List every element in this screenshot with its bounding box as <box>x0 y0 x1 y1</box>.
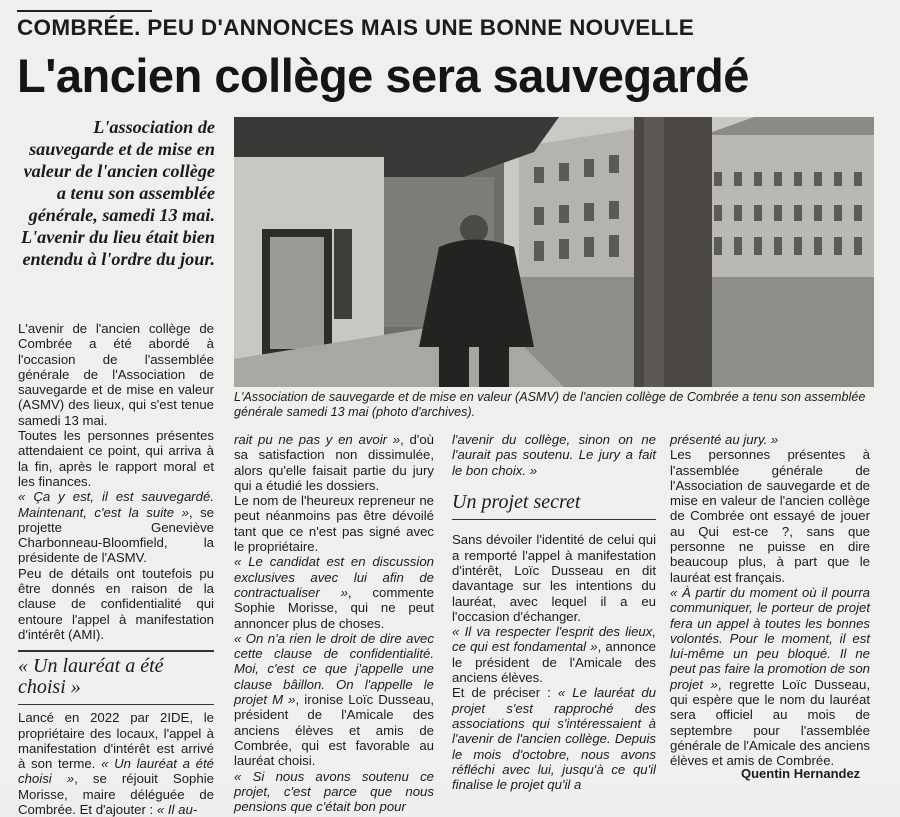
quote: « Il va respecter l'esprit des lieux, ce qui est fondamental » <box>452 624 656 655</box>
paragraph-text: , d'où sa satisfaction non dissimulée, alors qu'elle faisait partie du jury qui a étudié les dossiers. <box>234 432 434 493</box>
quote: « Un lauréat a été choisi » <box>18 756 214 787</box>
paragraph: Toutes les personnes présentes attendaient ce point, qui arriva à la fin, après le rapport moral et les finances. <box>18 428 214 489</box>
paragraph-text: Et de préciser : <box>452 685 551 701</box>
column-2 <box>234 432 434 814</box>
column-3 <box>452 432 656 792</box>
column-1 <box>18 321 214 817</box>
quote: « On n'a rien le droit de dire avec cette clause de confidentialité. Moi, c'est ce que j'appelle une clause bâillon. On l'appelle le projet M » <box>234 630 434 708</box>
paragraph-text: , se réjouit Sophie Morisse, maire déléguée de Combrée. Et d'ajouter : <box>18 771 214 817</box>
paragraph <box>670 432 870 447</box>
quote: « Ça y est, il est sauvegardé. Maintenant, c'est la suite » <box>18 489 214 520</box>
subheading: Un projet secret <box>452 490 581 513</box>
top-rule <box>17 10 152 12</box>
quote: « Le candidat est en discussion exclusives avec lui afin de contractualiser » <box>234 554 434 600</box>
paragraph: L'avenir de l'ancien collège de Combrée a été abordé à l'occasion de l'assemblée générale de l'Association de sauvegarde et de mise en valeur (ASMV) des lieux, qui s'est tenue samedi 13 mai. <box>18 321 214 428</box>
standfirst: L'association de sauvegarde et de mise en valeur de l'ancien collège a tenu son assemblée générale, samedi 13 mai. L'avenir du lieu était bien entendu à l'ordre du jour. <box>21 117 215 269</box>
paragraph-text: , ironise Loïc Dusseau, président de l'Amicale des anciens élèves et amis de Combrée, qui est favorable au lauréat choisi. <box>234 692 434 769</box>
byline: Quentin Hernandez <box>741 766 861 781</box>
quote: l'avenir du collège, sinon on ne l'aurait pas soutenu. Le jury a fait le bon choix. » <box>452 432 656 478</box>
quote: « Le lauréat du projet s'est rapproché des associations qui s'intéressaient à l'avenir de l'ancien collège. Depuis le mois d'octobre, nous avons réfléchi avec lui, jusqu'à ce qu'il finalise le projet qu'il a <box>452 685 656 793</box>
quote: « Il au- <box>156 802 198 817</box>
paragraph <box>18 489 214 565</box>
paragraph-text: , commente Sophie Morisse, qui ne peut annoncer plus de choses. <box>234 584 434 631</box>
photo-caption: L'Association de sauvegarde et de mise en valeur (ASMV) de l'ancien collège de Combrée a tenu son assemblée générale samedi 13 mai (photo d'archives). <box>234 390 866 419</box>
quote: « Si nous avons soutenu ce projet, c'est parce que nous pensions que c'était bon pour <box>234 768 434 815</box>
paragraph <box>452 624 656 685</box>
kicker: COMBRÉE. PEU D'ANNONCES MAIS UNE BONNE NOUVELLE <box>17 15 695 40</box>
paragraph <box>234 432 434 493</box>
article-photo <box>234 117 874 387</box>
quote: rait pu ne pas y en avoir » <box>234 432 401 447</box>
headline: L'ancien collège sera sauvegardé <box>17 49 749 102</box>
paragraph <box>452 432 656 478</box>
paragraph-text: , se projette Geneviève Charbonneau-Bloomfield, la présidente de l'ASMV. <box>18 504 214 566</box>
paragraph <box>452 685 656 792</box>
paragraph <box>234 554 434 630</box>
paragraph: Peu de détails ont toutefois pu être donnés en raison de la clause de confidentialité qui entoure l'appel à manifestation d'intérêt (AMI). <box>18 565 214 642</box>
paragraph-text: , regrette Loïc Dusseau, qui espère que le nom du lauréat sera officiel au mois de septembre pour l'assemblée générale de l'Amicale des anciens élèves et amis de Combrée. <box>670 676 870 769</box>
quote: présenté au jury. » <box>670 432 779 447</box>
column-4 <box>670 432 870 769</box>
paragraph <box>234 631 434 769</box>
paragraph <box>18 710 214 817</box>
paragraph <box>234 769 434 815</box>
quote: « À partir du moment où il pourra communiquer, le porteur de projet fera un appel à toutes les bonnes volontés. Pour le moment, il est lui-même un peu bloqué. Il ne peut pas faire la promotion de son projet » <box>670 584 870 692</box>
subheading: « Un lauréat a été choisi » <box>18 654 164 698</box>
paragraph-text: , annonce le président de l'Amicale des anciens élèves. <box>452 639 656 686</box>
paragraph <box>670 585 870 769</box>
paragraph: Le nom de l'heureux repreneur ne peut néanmoins pas être dévoilé tant que ce n'est pas signé avec le propriétaire. <box>234 493 434 555</box>
paragraph: Les personnes présentes à l'assemblée générale de l'Association de sauvegarde et de mise en valeur de l'ancien collège de Combrée ont essayé de jouer au Qui est-ce ?, sans que personne ne puisse en dire beaucoup plus, à part que le lauréat est français. <box>670 447 870 585</box>
photo-illustration <box>234 117 874 387</box>
paragraph: Sans dévoiler l'identité de celui qui a remporté l'appel à manifestation d'intérêt, Loïc Dusseau en dit davantage sur les intentions du lauréat, avec lequel il a eu l'occasion d'échanger. <box>452 532 656 624</box>
paragraph-text: Lancé en 2022 par 2IDE, le propriétaire des locaux, l'appel à manifestation d'intérêt est arrivé à son terme. <box>18 710 214 772</box>
